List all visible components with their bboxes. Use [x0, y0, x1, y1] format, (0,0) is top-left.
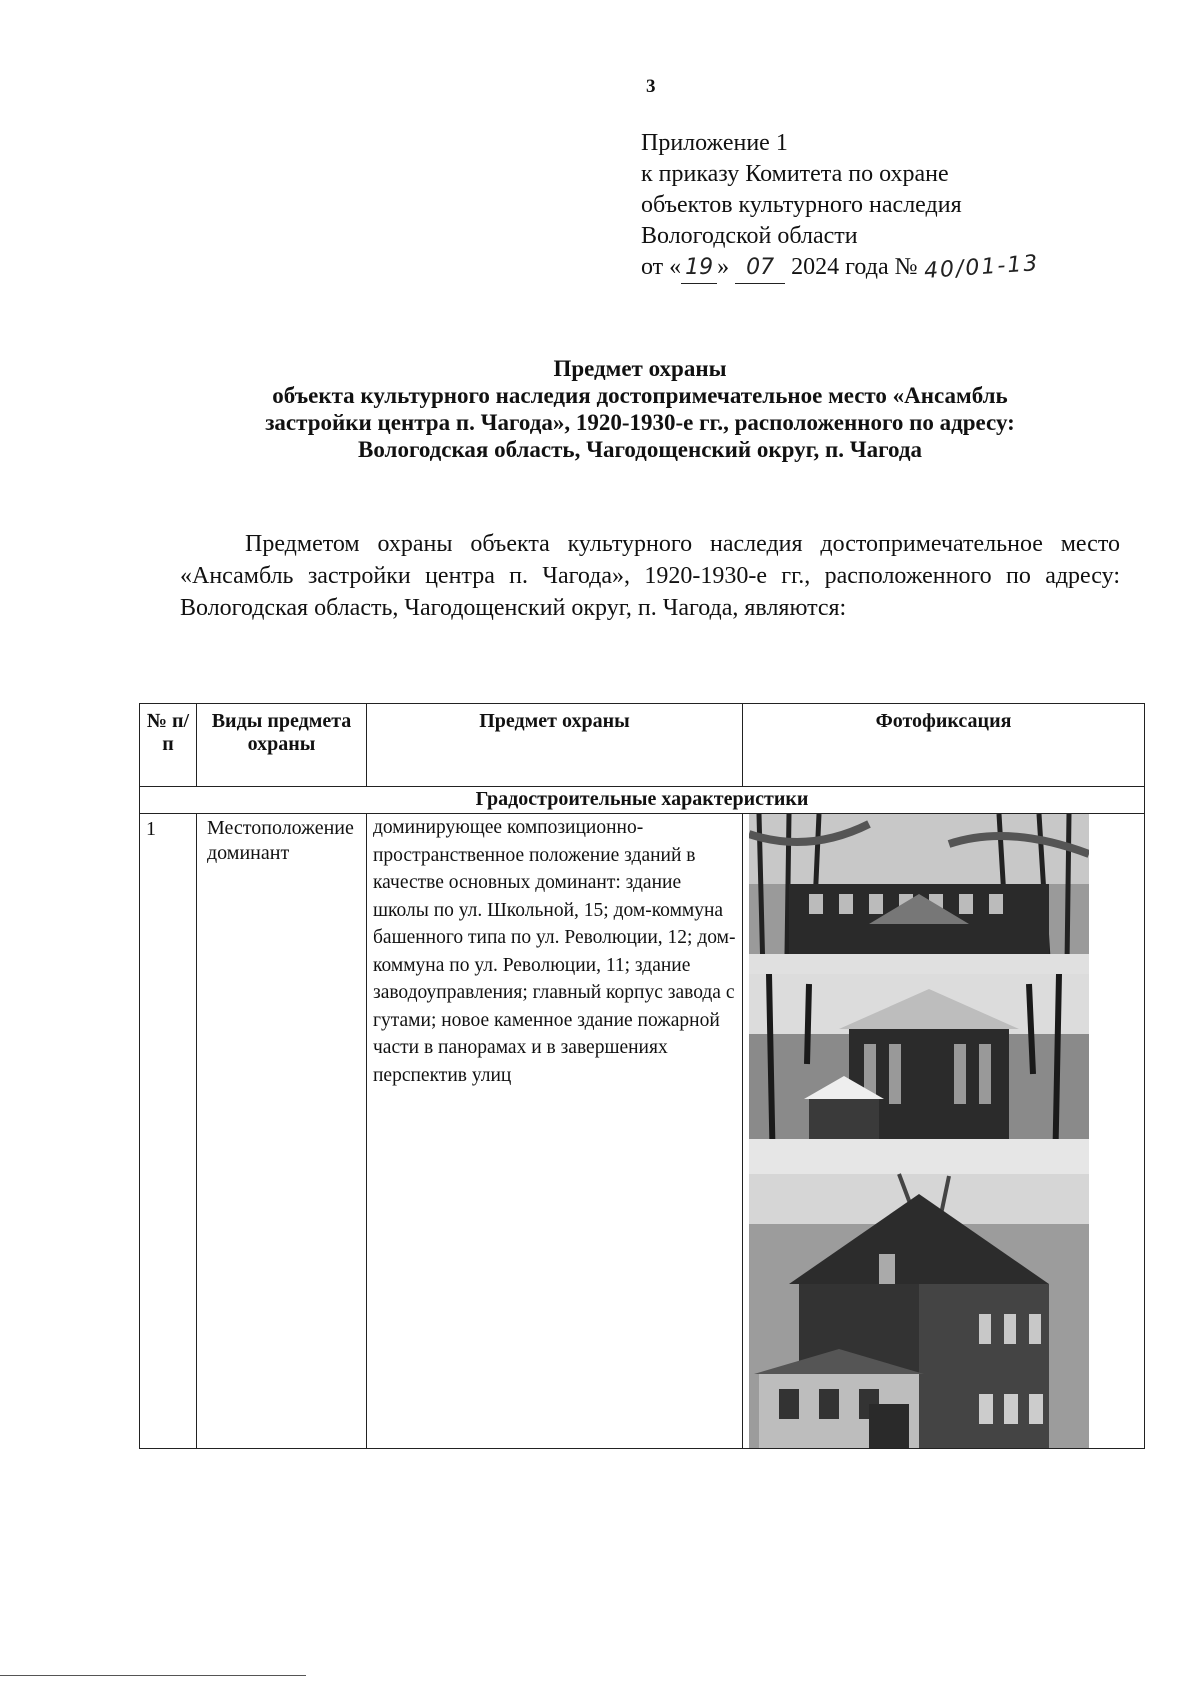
appendix-line: Вологодской области — [641, 223, 858, 249]
table-header-row — [140, 704, 1145, 787]
row-num: 1 — [140, 814, 197, 1449]
date-mid: » — [717, 254, 730, 280]
title-line: Предмет охраны — [553, 356, 727, 381]
appendix-block — [641, 128, 1039, 284]
title-line: Вологодская область, Чагодощенский округ, п. Чагода — [358, 437, 922, 462]
table-row — [140, 814, 1145, 1449]
footer-divider — [0, 1675, 306, 1676]
header-subject: Предмет охраны — [367, 704, 743, 787]
photo-commune-house — [749, 974, 1089, 1174]
protection-table — [139, 703, 1145, 1449]
handwritten-month: 07 — [735, 252, 785, 284]
page-number: 3 — [646, 76, 656, 97]
appendix-line: объектов культурного наследия — [641, 192, 962, 218]
photo-school — [749, 814, 1089, 974]
photo-collage — [749, 814, 1089, 1448]
appendix-line: Приложение 1 — [641, 130, 788, 156]
header-type: Виды предмета охраны — [197, 704, 367, 787]
year-text: 2024 года № — [791, 254, 918, 280]
handwritten-order-number: 40/01-13 — [922, 251, 1040, 284]
intro-paragraph: Предметом охраны объекта культурного наследия достопримечательное место «Ансамбль застройки центра п. Чагода», 1920-1930-е гг., расположенного по адресу: Вологодская область, Чагодощенский округ, п. Чагода, являются: — [180, 531, 1120, 621]
section-title: Градостроительные характеристики — [140, 787, 1145, 814]
handwritten-day: 19 — [681, 252, 717, 284]
title-line: застройки центра п. Чагода», 1920-1930-е гг., расположенного по адресу: — [265, 410, 1015, 435]
photo-cell — [743, 814, 1145, 1449]
row-type: Местоположение доминант — [197, 814, 367, 1449]
order-date-line — [641, 252, 1039, 284]
title-line: объекта культурного наследия достопримечательное место «Ансамбль — [272, 383, 1008, 408]
photo-building-three — [749, 1174, 1089, 1448]
header-num: № п/п — [140, 704, 197, 787]
section-row — [140, 787, 1145, 814]
building-photos — [749, 814, 1089, 1448]
document-title — [160, 355, 1120, 463]
row-subject: доминирующее композиционно-пространственное положение зданий в качестве основных доминант: здание школы по ул. Школьной, 15; дом-коммуна башенного типа по ул. Революции, 12; дом-коммуна по ул. Революции, 11; здание заводоуправления; главный корпус завода с гутами; новое каменное здание пожарной части в панорамах и в завершениях перспектив улиц — [367, 814, 743, 1449]
appendix-line: к приказу Комитета по охране — [641, 161, 949, 187]
header-photo: Фотофиксация — [743, 704, 1145, 787]
date-prefix: от « — [641, 254, 682, 280]
